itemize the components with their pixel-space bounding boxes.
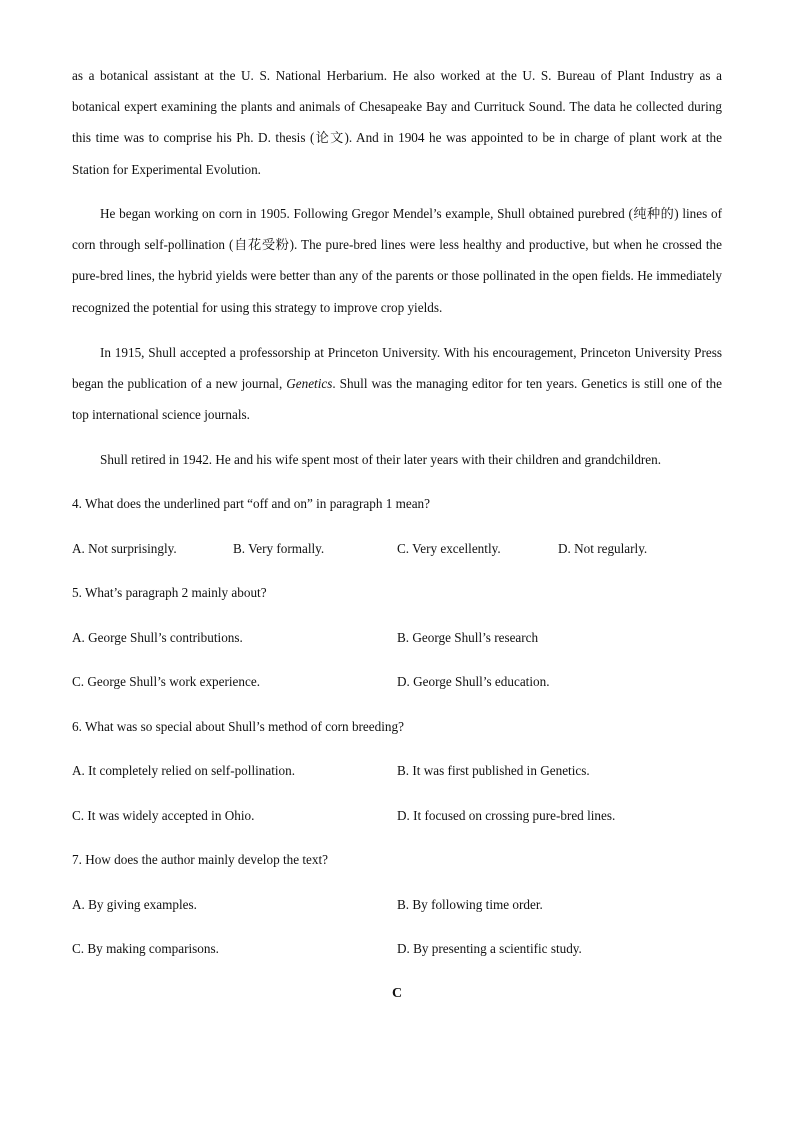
paragraph-3-text-start: In 1915, Shull accepted a professorship at Princeton University. With his encouragement, Princeton University Press began the publication of a new journal, [72, 345, 722, 392]
question-7-stem: 7. How does the author mainly develop the text? [72, 852, 328, 867]
question-6-stem: 6. What was so special about Shull’s method of corn breeding? [72, 719, 404, 734]
journal-title: Genetics [286, 376, 333, 392]
question-5-option-c[interactable]: C. George Shull’s work experience. [72, 674, 260, 689]
question-6-option-c[interactable]: C. It was widely accepted in Ohio. [72, 808, 255, 823]
question-5-option-b[interactable]: B. George Shull’s research [397, 630, 539, 645]
paragraph-3-text-end: . Shull was the managing editor for ten years. Genetics is still one of the top international science journals. [72, 376, 723, 423]
question-5-option-d[interactable]: D. George Shull’s education. [397, 674, 550, 689]
question-4-option-b[interactable]: B. Very formally. [233, 541, 325, 556]
question-6-option-a[interactable]: A. It completely relied on self-pollination. [72, 763, 296, 778]
question-7-option-b[interactable]: B. By following time order. [397, 897, 543, 912]
question-7-option-a[interactable]: A. By giving examples. [72, 897, 197, 912]
passage-paragraph-1: as a botanical assistant at the U. S. National Herbarium. He also worked at the U. S. Bureau of Plant Industry as a botanical expert examining the plants and animals of Chesapeake Bay and Currituck Sound. The data he collected during this time was to comprise his Ph. D. thesis (论文). And in 1904 he was appointed to be in charge of plant work at the Station for Experimental Evolution. [72, 68, 722, 177]
passage-paragraph-2: He began working on corn in 1905. Following Gregor Mendel’s example, Shull obtained purebred (纯种的) lines of corn through self-pollination (自花受粉). The pure-bred lines were less healthy and productive, but when he crossed the pure-bred lines, the hybrid yields were better than any of the parents or those pollinated in the open fields. He immediately recognized the potential for using this strategy to improve crop yields. [72, 206, 722, 315]
passage-paragraph-4: Shull retired in 1942. He and his wife spent most of their later years with their children and grandchildren. [100, 452, 662, 467]
question-6-option-d[interactable]: D. It focused on crossing pure-bred lines. [397, 808, 616, 823]
passage-paragraph-3 [72, 337, 722, 431]
question-4-option-d[interactable]: D. Not regularly. [558, 541, 648, 556]
question-6-option-b[interactable]: B. It was first published in Genetics. [397, 763, 590, 778]
question-7-option-d[interactable]: D. By presenting a scientific study. [397, 941, 582, 956]
question-4-stem: 4. What does the underlined part “off and on” in paragraph 1 mean? [72, 496, 431, 511]
question-5-stem: 5. What’s paragraph 2 mainly about? [72, 585, 267, 600]
question-4-option-c[interactable]: C. Very excellently. [397, 541, 501, 556]
section-letter-heading: C [391, 986, 403, 1001]
question-7-option-c[interactable]: C. By making comparisons. [72, 941, 219, 956]
question-5-option-a[interactable]: A. George Shull’s contributions. [72, 630, 243, 645]
question-4-option-a[interactable]: A. Not surprisingly. [72, 541, 177, 556]
